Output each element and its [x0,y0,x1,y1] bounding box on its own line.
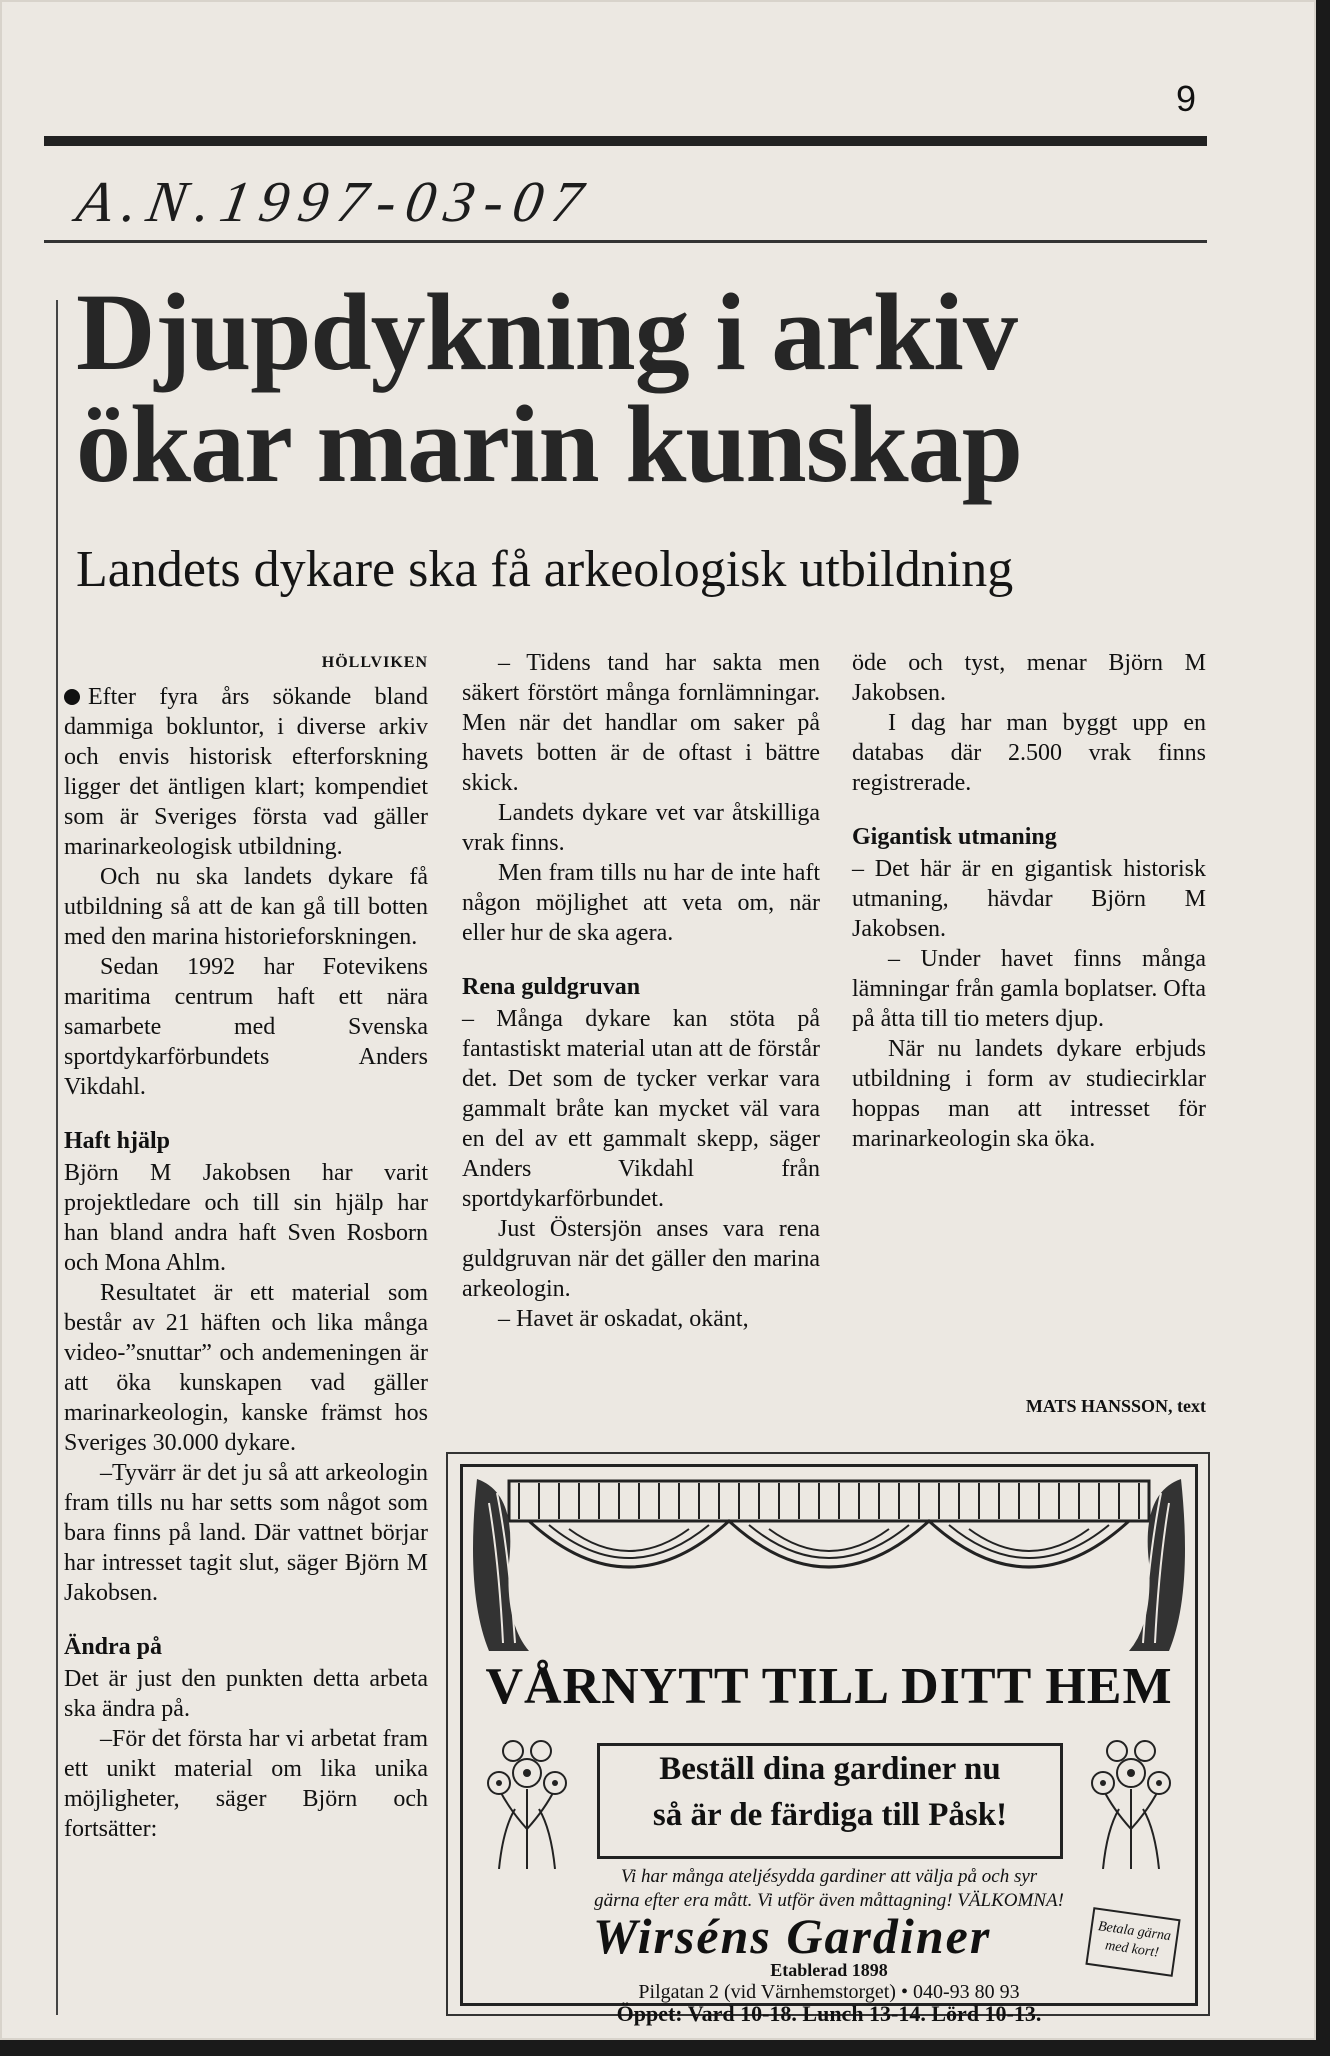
article-column-1 [64,648,428,1844]
left-border-line [56,300,58,2015]
headline-line-2: ökar marin kunskap [76,383,1022,505]
paragraph: öde och tyst, menar Björn M Jakobsen. [852,650,1206,706]
advertisement-frame [460,1464,1198,2026]
ad-callout-line-1: Beställ dina gardiner nu [659,1751,1001,1787]
page-number: 9 [1176,78,1197,119]
paragraph: Just Östersjön anses vara rena guldgruvan när det gäller den marina arkeologin. [462,1216,820,1302]
headline [76,271,1216,505]
ad-established: Etablerad 1898 [770,1960,888,1980]
handwritten-date: A.N.1997-03-07 [72,169,598,234]
headline-line-1: Djupdykning i arkiv [76,271,1017,393]
section-heading: Gigantisk utmaning [852,824,1057,850]
flower-illustration-right [1083,1729,1179,1869]
ad-callout-box [597,1743,1063,1859]
byline: MATS HANSSON, text [1025,1396,1206,1416]
paragraph: Resultatet är ett material som består av 21 häften och lika många video-”snuttar” och andemeningen är att öka kunskapen vad gäller marinarkeologin, kanske främst hos Sveriges 30.000 dykare. [64,1280,428,1456]
article-column-3 [852,648,1206,1154]
paragraph [64,682,428,862]
dateline: HÖLLVIKEN [321,654,428,671]
paragraph: – Under havet finns många lämningar från gamla boplatser. Ofta på åtta till tio meters djup. [852,946,1206,1032]
paragraph: Sedan 1992 har Fotevikens maritima centrum haft ett nära samarbete med Svenska sportdykarförbundets Anders Vikdahl. [64,954,428,1100]
top-rule [44,136,1207,146]
paragraph: I dag har man byggt upp en databas där 2.500 vrak finns registrerade. [852,710,1206,796]
paragraph: Landets dykare vet var åtskilliga vrak finns. [462,800,820,856]
ad-address: Pilgatan 2 (vid Värnhemstorget) • 040-93 80 93 [638,1981,1020,2003]
ad-tagline-line-2: gärna efter era mått. Vi utför även måttagning! VÄLKOMNA! [594,1890,1064,1911]
ad-brand-name: Wirséns Gardiner [593,1908,992,1964]
paragraph: – Havet är oskadat, okänt, [498,1306,749,1332]
paragraph: Och nu ska landets dykare få utbildning så att de kan gå till botten med den marina historieforskningen. [64,864,428,950]
paragraph: Men fram tills nu har de inte haft någon möjlighet att veta om, när eller hur de ska agera. [462,860,820,946]
ad-tagline [463,1865,1195,1913]
ad-callout-line-2: så är de färdiga till Påsk! [652,1797,1008,1833]
section-heading: Rena guldgruvan [462,974,641,1000]
paragraph: Björn M Jakobsen har varit projektledare och till sin hjälp har han bland andra haft Sven Rosborn och Mona Ahlm. [64,1160,428,1276]
article-column-2 [462,648,820,1334]
bullet-icon [64,689,80,705]
ad-tagline-line-1: Vi har många ateljésydda gardiner att välja på och syr [620,1866,1038,1887]
ad-opening-hours: Öppet: Vard 10-18. Lunch 13-14. Lörd 10-13. [616,2001,1042,2026]
paragraph: – Det här är en gigantisk historisk utmaning, hävdar Björn M Jakobsen. [852,856,1206,942]
flower-illustration-left [479,1729,575,1869]
subheadline: Landets dykare ska få arkeologisk utbildning [76,541,1014,598]
advertisement [446,1452,1210,2026]
section-heading: Ändra på [64,1634,163,1660]
payment-badge-text: Betala gärna med kort! [1097,1919,1172,1961]
paragraph: –För det första har vi arbetat fram ett unikt material om lika unika möjligheter, säger Björn och fortsätter: [64,1726,428,1842]
ad-headline: VÅRNYTT TILL DITT HEM [485,1658,1173,1715]
paragraph: När nu landets dykare erbjuds utbildning i form av studiecirklar hoppas man att intresset för marinarkeologin ska öka. [852,1036,1206,1152]
paragraph: – Tidens tand har sakta men säkert förstört många fornlämningar. Men när det handlar om saker på havets botten är de oftast i bättre skick. [462,650,820,796]
header-rule [44,240,1207,243]
curtain-illustration [469,1473,1189,1653]
paragraph: – Många dykare kan stöta på fantastiskt material utan att de förstår det. Det som de tycker verkar vara gammalt bråte kan mycket väl vara en del av ett gammalt skepp, säger Anders Vikdahl från sportdykarförbundet. [462,1006,820,1212]
section-heading: Haft hjälp [64,1128,171,1154]
paragraph: –Tyvärr är det ju så att arkeologin fram tills nu har setts som något som bara finns på land. Där vattnet börjar har intresset tagit slut, säger Björn M Jakobsen. [64,1460,428,1606]
ad-contact-info [463,1959,1195,2025]
paragraph: Det är just den punkten detta arbeta ska ändra på. [64,1666,428,1722]
paragraph-text: Efter fyra års sökande bland dammiga bokluntor, i diverse arkiv och envis historisk efterforskning ligger det äntligen klart; kompendiet som är Sveriges första vad gäller marinarkeologisk utbildning. [64,684,428,860]
